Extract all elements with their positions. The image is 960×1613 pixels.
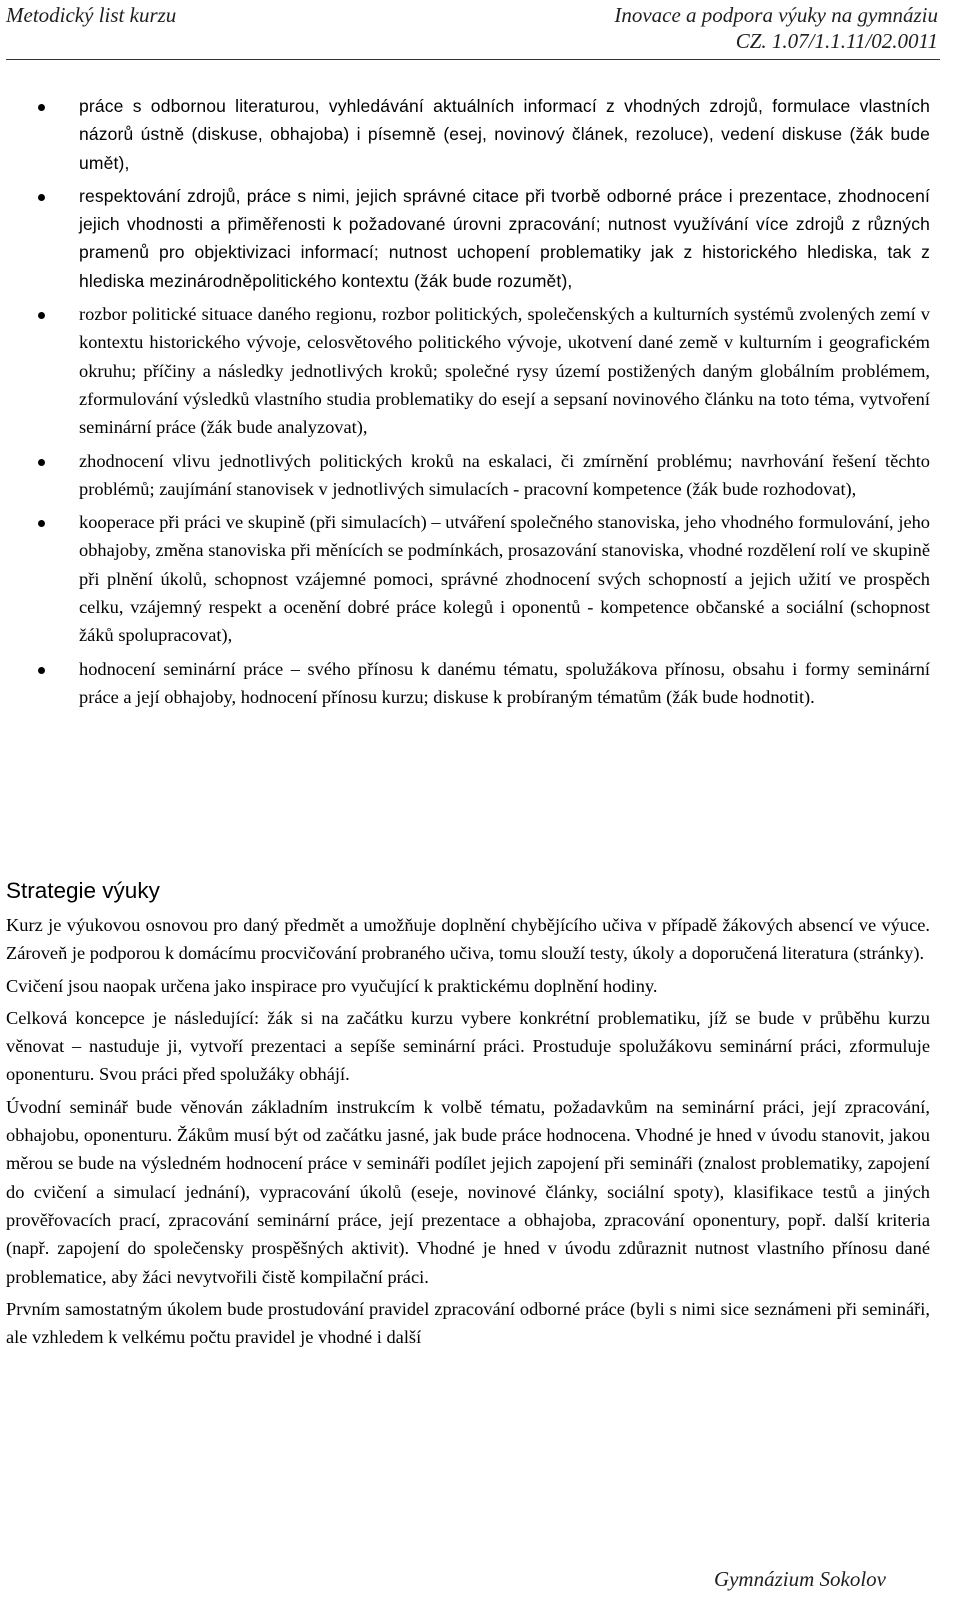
bullet-item	[79, 182, 930, 295]
paragraph: Prvním samostatným úkolem bude prostudování pravidel zpracování odborné práce (byli s nimi sice seznámeni při semináři, ale vzhledem k velkému počtu pravidel je vhodné i další	[6, 1298, 930, 1348]
header-project-code: CZ. 1.07/1.1.11/02.0011	[735, 29, 938, 53]
bullet-item	[79, 447, 930, 504]
bullet-item	[79, 655, 930, 712]
bullet-text: respektování zdrojů, práce s nimi, jejich správné citace při tvorbě odborné práce i prezentace, zhodnocení jejich vhodnosti a přiměřenosti k požadované úrovni zpracování; nutnost využívání více zdrojů z různých pramenů pro objektivizaci informací; nutnost uchopení problematiky jak z historického hlediska, tak z hlediska mezinárodněpolitického kontextu (žák bude rozumět),	[79, 185, 930, 291]
bullet-text: hodnocení seminární práce – svého přínosu k danému tématu, spolužákova přínosu, obsahu i formy seminární práce a její obhajoby, hodnocení přínosu kurzu; diskuse k probíraným tématům (žák bude hodnotit).	[79, 658, 930, 707]
bullet-text: rozbor politické situace daného regionu, rozbor politických, společenských a kulturních systémů zvolených zemí v kontextu historického vývoje, celosvětového politického vývoje, ukotvení dané země v kulturním i geografickém okruhu; příčiny a následky jednotlivých kroků; společné rysy území postižených daným globálním problémem, zformulování výsledků vlastního studia problematiky do esejí a sepsaní novinového článku na toto téma, vytvoření seminární práce (žák bude analyzovat),	[79, 304, 930, 438]
bullet-icon	[38, 312, 45, 319]
header-left-title: Metodický list kurzu	[6, 3, 177, 27]
header-right-block	[614, 2, 938, 54]
paragraph: Úvodní seminář bude věnován základním instrukcím k volbě tématu, požadavkům na seminární práci, její zpracování, obhajobu, oponenturu. Žákům musí být od začátku jasné, jak bude práce hodnocena. Vhodné je hned v úvodu stanovit, jakou měrou se bude na výsledném hodnocení práce v semináři podílet jejich zapojení při semináři (znalost problematiky, zapojení do cvičení a simulací jednání), vypracování úkolů (eseje, novinové články, sociální spoty), klasifikace testů a jiných prověřovacích prací, zpracování seminární práce, její prezentace a obhajoba, zpracování oponentury, popř. další kriteria (např. zapojení do společensky prospěšných aktivit). Vhodné je hned v úvodu zdůraznit nutnost vlastního přínosu dané problematice, aby žáci nevytvořili čistě kompilační práci.	[6, 1096, 930, 1287]
bullet-icon	[38, 194, 45, 201]
competence-bullet-list	[0, 92, 960, 716]
section-heading: Strategie výuky	[6, 878, 160, 903]
strategy-paragraphs	[6, 911, 930, 1355]
bullet-item	[79, 92, 930, 177]
paragraph: Cvičení jsou naopak určena jako inspirace pro vyučující k praktickému doplnění hodiny.	[6, 975, 658, 996]
bullet-item	[79, 300, 930, 441]
header-project-name: Inovace a podpora výuky na gymnáziu	[614, 3, 938, 27]
header-divider	[6, 59, 940, 60]
paragraph: Celková koncepce je následující: žák si na začátku kurzu vybere konkrétní problematiku, jíž se bude v průběhu kurzu věnovat – nastuduje ji, vytvoří prezentaci a sepíše seminární práci. Prostuduje spolužákovu seminární práci, zformuluje oponenturu. Svou práci před spolužáky obhájí.	[6, 1007, 930, 1085]
footer-school-name: Gymnázium Sokolov	[713, 1567, 886, 1591]
bullet-icon	[38, 459, 45, 466]
bullet-text: kooperace při práci ve skupině (při simulacích) – utváření společného stanoviska, jeho vhodného formulování, jeho obhajoby, změna stanoviska při měnících se podmínkách, prosazování stanoviska, vhodné rozdělení rolí ve skupině při plnění úkolů, schopnost vzájemné pomoci, správné zhodnocení svých schopností a jejich užití ve prospěch celku, vzájemný respekt a ocenění dobré práce kolegů i oponentů - kompetence občanské a sociální (schopnost žáků spolupracovat),	[79, 512, 930, 646]
bullet-icon	[38, 667, 45, 674]
bullet-text: práce s odbornou literaturou, vyhledávání aktuálních informací z vhodných zdrojů, formulace vlastních názorů ústně (diskuse, obhajoba) i písemně (esej, novinový článek, rezoluce), vedení diskuse (žák bude umět),	[79, 96, 930, 173]
bullet-icon	[38, 104, 45, 111]
paragraph: Kurz je výukovou osnovou pro daný předmět a umožňuje doplnění chybějícího učiva v případě žákových absencí ve výuce. Zároveň je podporou k domácímu procvičování probraného učiva, tomu slouží testy, úkoly a doporučená literatura (stránky).	[6, 915, 930, 964]
bullet-item	[79, 508, 930, 649]
bullet-text: zhodnocení vlivu jednotlivých politických kroků na eskalaci, či zmírnění problému; navrhování řešení těchto problémů; zaujímání stanovisek v jednotlivých simulacích - pracovní kompetence (žák bude rozhodovat),	[79, 450, 930, 499]
bullet-icon	[38, 520, 45, 527]
